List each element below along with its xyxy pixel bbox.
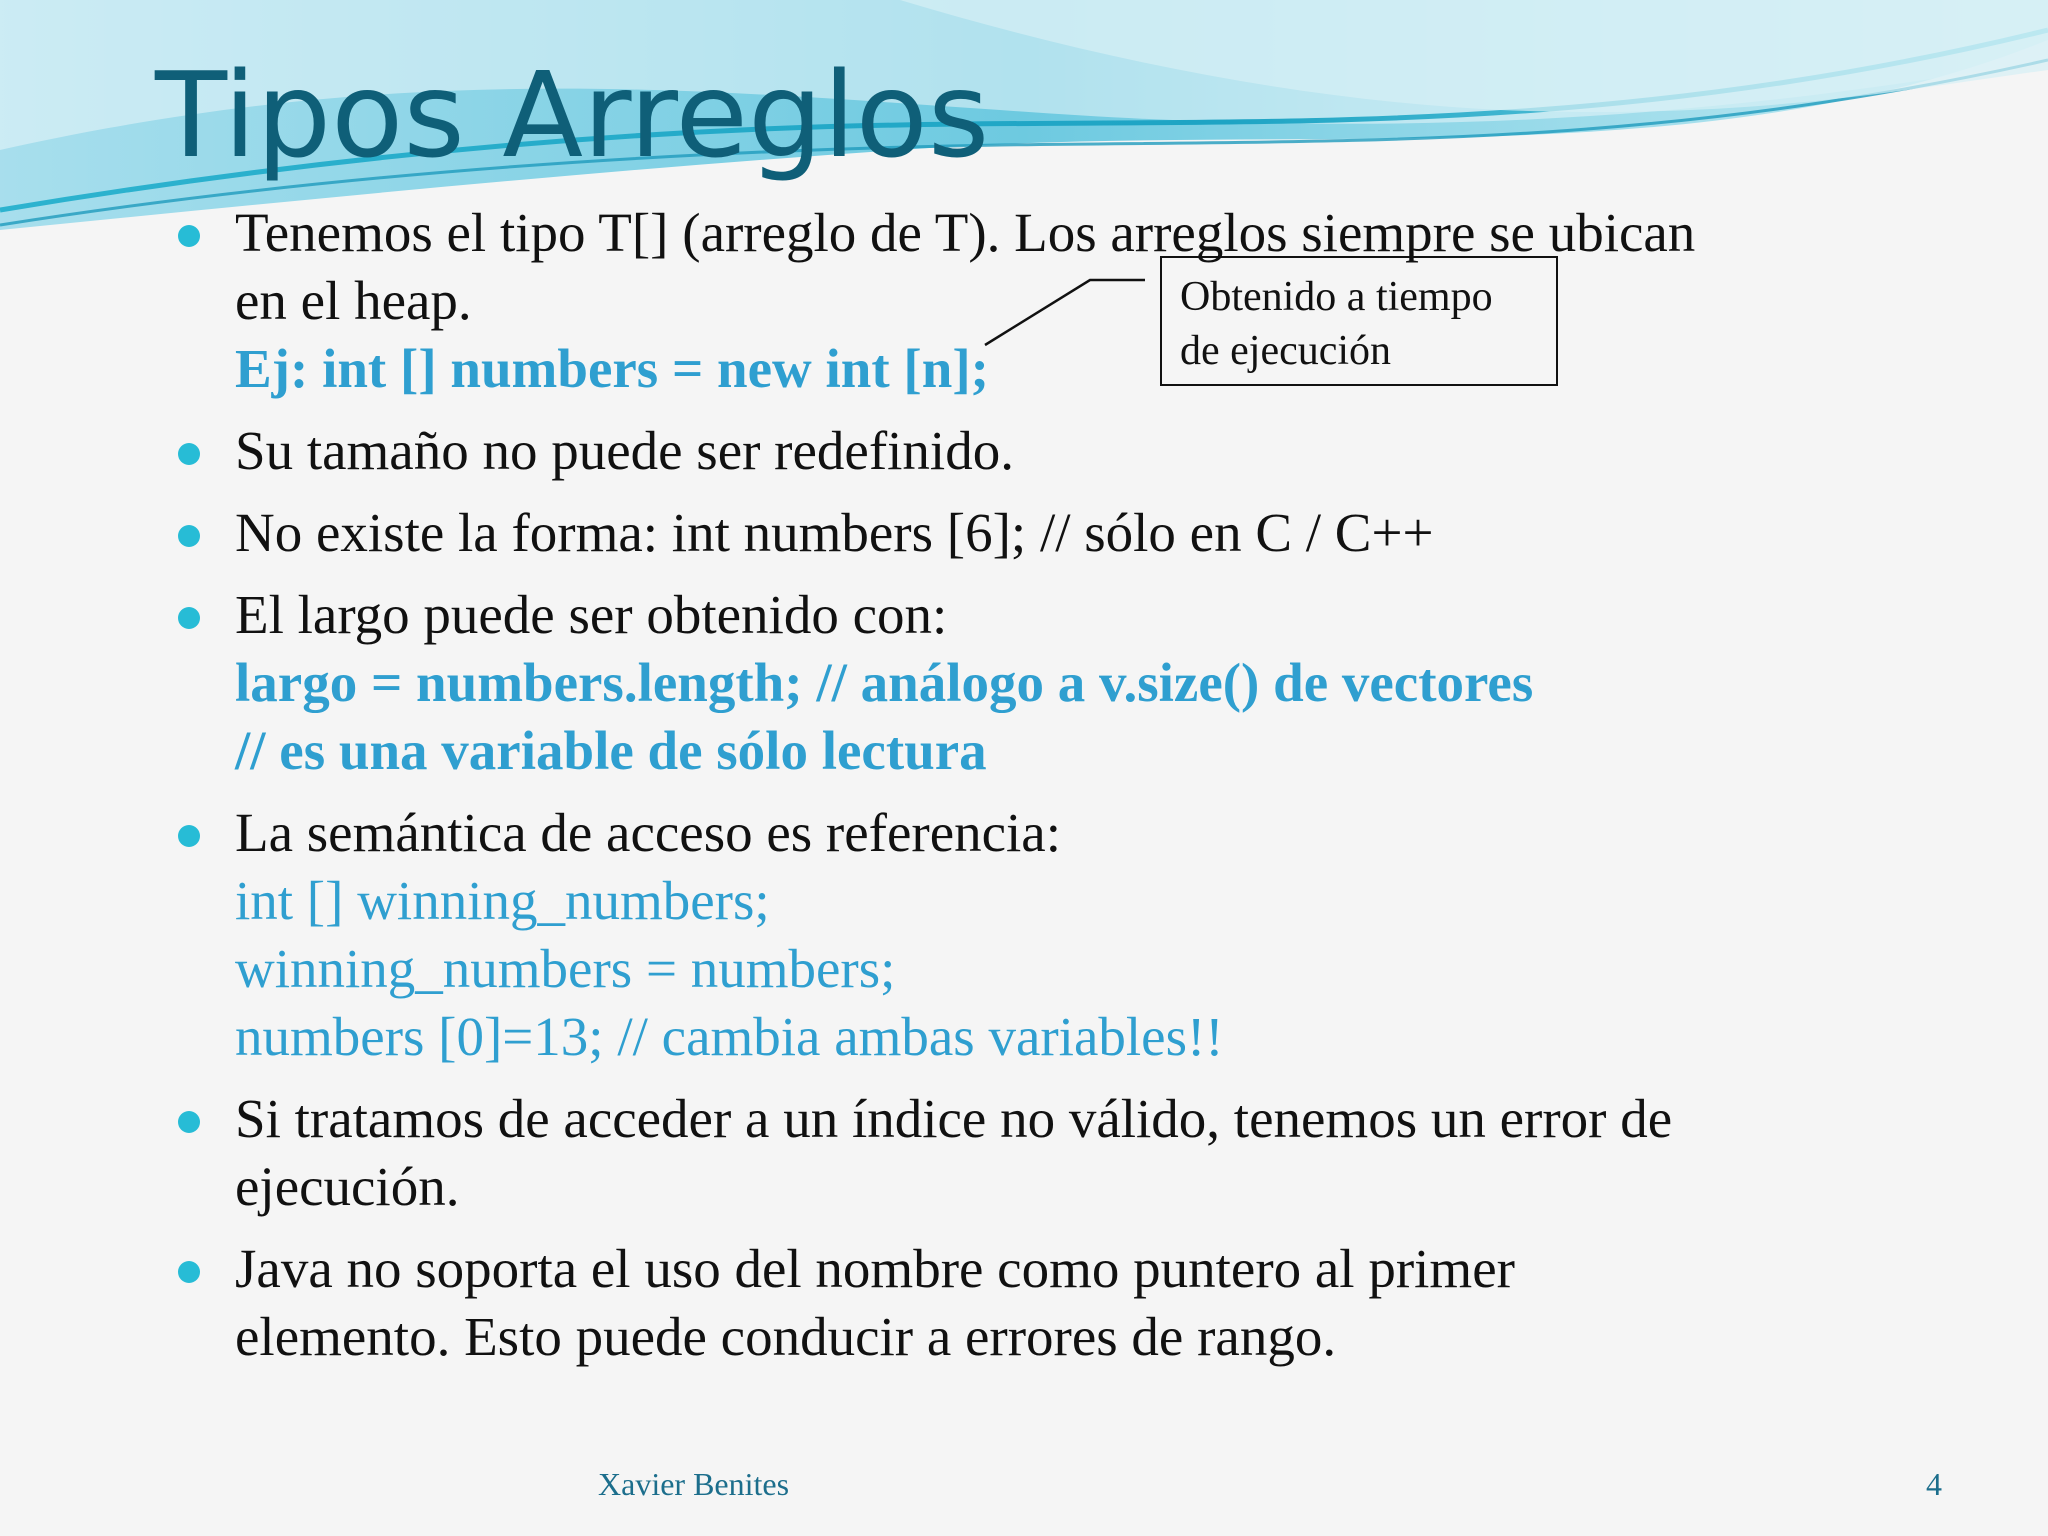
bullet-1-line-2: en el heap. bbox=[235, 270, 472, 331]
bullet-dot-2 bbox=[178, 443, 200, 465]
bullet-dot-7 bbox=[178, 1261, 200, 1283]
bullet-7-line-2: elemento. Esto puede conducir a errores de rango. bbox=[235, 1306, 1337, 1367]
bullet-3-line-1: No existe la forma: int numbers [6]; // sólo en C / C++ bbox=[235, 502, 1434, 563]
slide-title: Tipos Arreglos bbox=[155, 46, 990, 184]
bullet-7-line-1: Java no soporta el uso del nombre como puntero al primer bbox=[235, 1238, 1515, 1299]
bullet-4-code-2: // es una variable de sólo lectura bbox=[235, 720, 987, 781]
bullet-dot-5 bbox=[178, 825, 200, 847]
bullet-4-line-1: El largo puede ser obtenido con: bbox=[235, 584, 948, 645]
bullet-1-line-1: Tenemos el tipo T[] (arreglo de T). Los arreglos siempre se ubican bbox=[235, 202, 1696, 263]
bullet-dot-6 bbox=[178, 1111, 200, 1133]
bullet-6-line-1: Si tratamos de acceder a un índice no válido, tenemos un error de bbox=[235, 1088, 1673, 1149]
bullet-dot-1 bbox=[178, 225, 200, 247]
footer-page-number: 4 bbox=[1926, 1466, 1942, 1502]
callout-line-2: de ejecución bbox=[1180, 328, 1392, 374]
bullet-5-code-3: numbers [0]=13; // cambia ambas variables!! bbox=[235, 1006, 1224, 1067]
bullet-1-code-1: Ej: int [] numbers = new int [n]; bbox=[235, 338, 989, 399]
callout-line-1: Obtenido a tiempo bbox=[1180, 274, 1493, 320]
bullet-dot-4 bbox=[178, 607, 200, 629]
bullet-6-line-2: ejecución. bbox=[235, 1156, 460, 1217]
bullet-2-line-1: Su tamaño no puede ser redefinido. bbox=[235, 420, 1014, 481]
bullet-5-code-1: int [] winning_numbers; bbox=[235, 870, 770, 931]
bullet-4-code-1: largo = numbers.length; // análogo a v.size() de vectores bbox=[235, 652, 1534, 713]
bullet-dot-3 bbox=[178, 525, 200, 547]
bullet-5-line-1: La semántica de acceso es referencia: bbox=[235, 802, 1061, 863]
footer-author: Xavier Benites bbox=[598, 1466, 790, 1502]
bullet-5-code-2: winning_numbers = numbers; bbox=[235, 938, 896, 999]
